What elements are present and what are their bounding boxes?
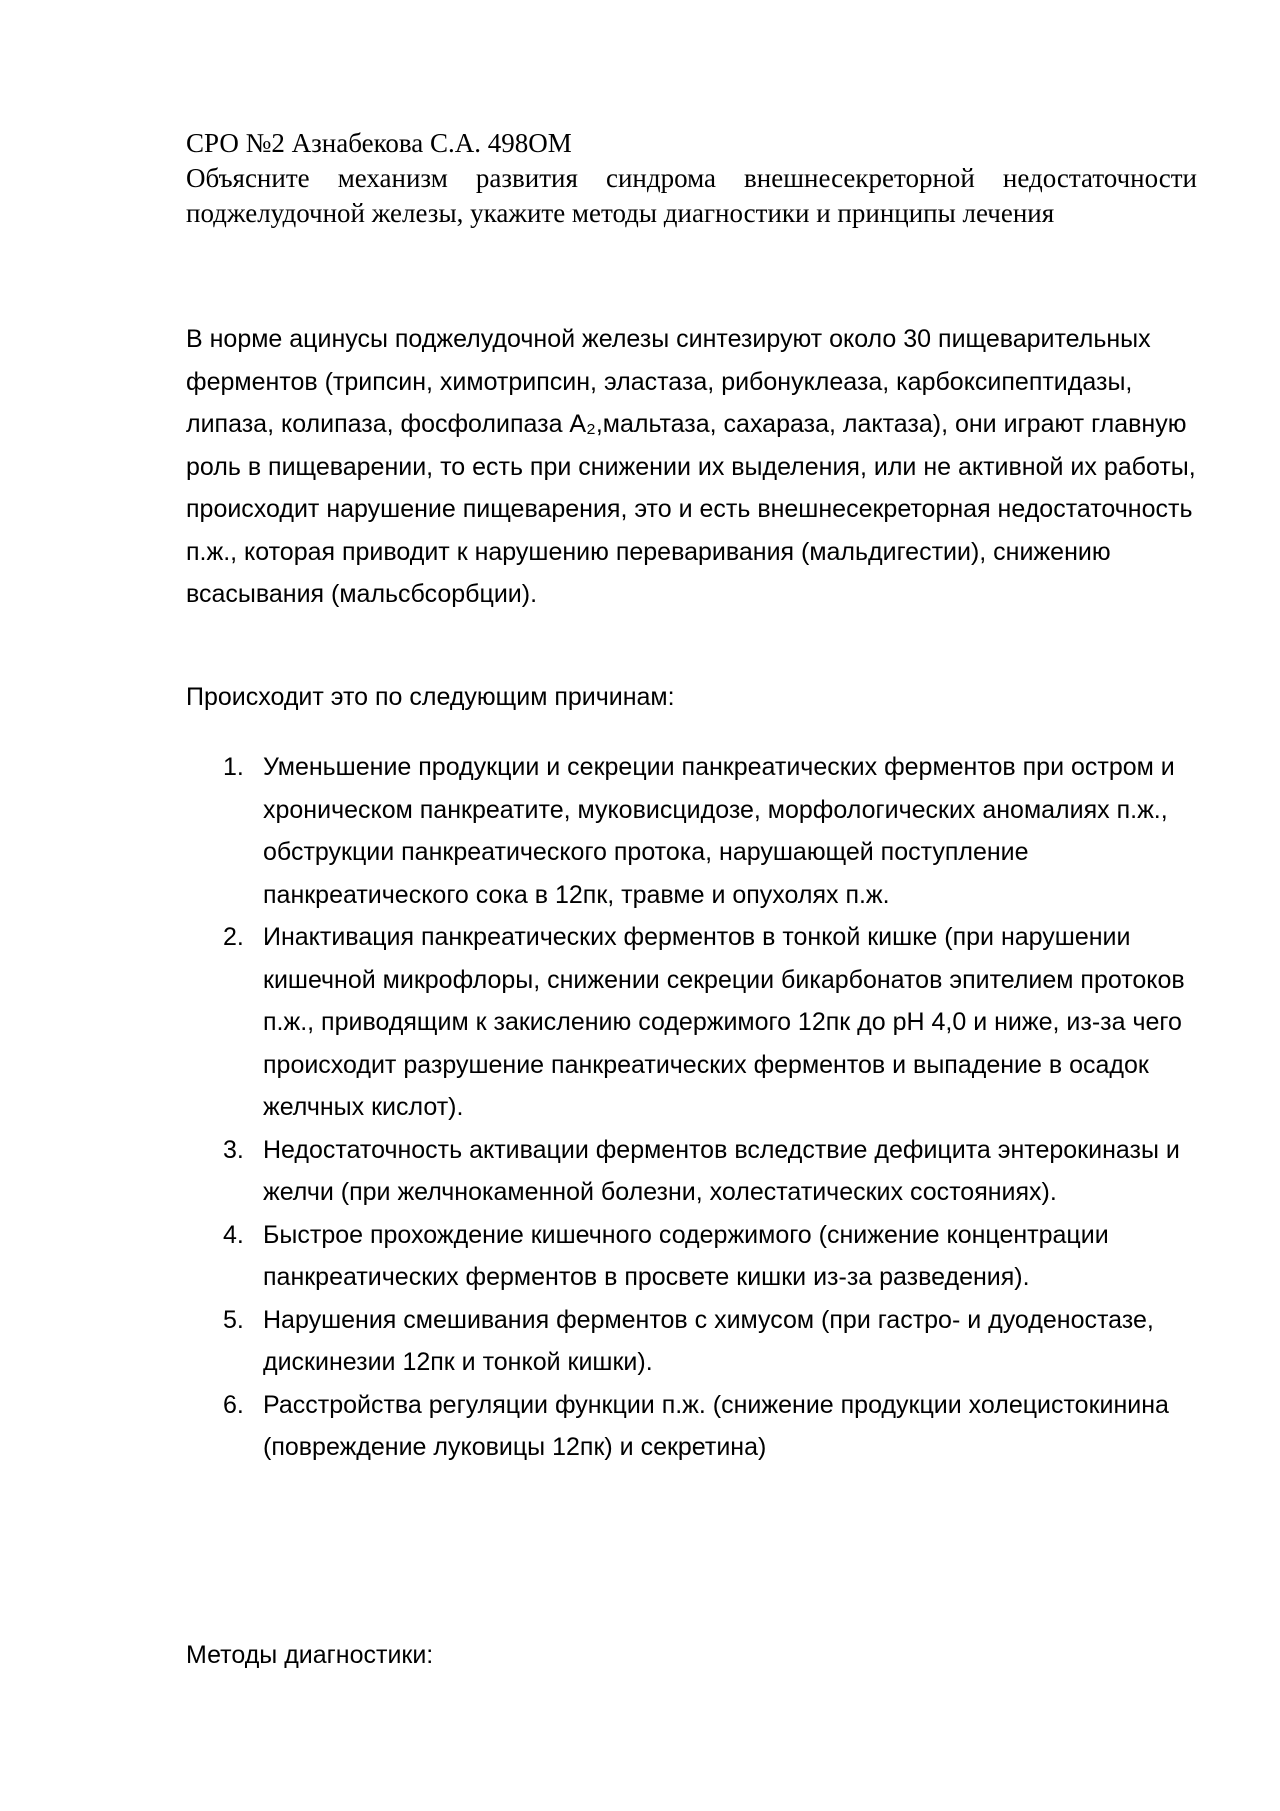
author-line: СРО №2 Азнабекова С.А. 498ОМ bbox=[186, 128, 572, 158]
list-item-text: Расстройства регуляции функции п.ж. (снижение продукции холецистокинина (повреждение луковицы 12пк) и секретина) bbox=[263, 1390, 1169, 1461]
task-statement: Объясните механизм развития синдрома внешнесекреторной недостаточности поджелудочной железы, укажите методы диагностики и принципы лечения bbox=[186, 163, 1197, 228]
list-item-text: Уменьшение продукции и секреции панкреатических ферментов при остром и хроническом панкреатите, муковисцидозе, морфологических аномалиях п.ж., обструкции панкреатического протока, нарушающей поступление панкреатического сока в 12пк, травме и опухолях п.ж. bbox=[263, 753, 1175, 909]
list-item-number: 4. bbox=[223, 1220, 244, 1249]
page-content bbox=[186, 126, 1197, 1669]
list-item bbox=[186, 1384, 1197, 1469]
list-item bbox=[186, 916, 1197, 1129]
list-item-number: 2. bbox=[223, 923, 244, 951]
list-item bbox=[186, 1299, 1197, 1384]
list-item-number: 1. bbox=[223, 753, 244, 781]
list-item-text: Недостаточность активации ферментов вследствие дефицита энтерокиназы и желчи (при желчнокаменной болезни, холестатических состояниях). bbox=[263, 1135, 1180, 1206]
methods-heading: Методы диагностики: bbox=[186, 1641, 434, 1669]
reasons-list bbox=[186, 746, 1197, 1469]
intro-paragraph: В норме ацинусы поджелудочной железы синтезируют около 30 пищеварительных ферментов (трипсин, химотрипсин, эластаза, рибонуклеаза, карбоксипептидазы, липаза, колипаза, фосфолипаза А₂,мальтаза, сахараза, лактаза), они играют главную роль в пищеварении, то есть при снижении их выделения, или не активной их работы, происходит нарушение пищеварения, это и есть внешнесекреторная недостаточность п.ж., которая приводит к нарушению переваривания (мальдигестии), снижению всасывания (мальсбсорбции). bbox=[186, 325, 1196, 608]
list-item-text: Быстрое прохождение кишечного содержимого (снижение концентрации панкреатических ферментов в просвете кишки из-за разведения). bbox=[263, 1220, 1109, 1291]
list-item-number: 3. bbox=[223, 1135, 244, 1164]
list-item-text: Инактивация панкреатических ферментов в тонкой кишке (при нарушении кишечной микрофлоры, снижении секреции бикарбонатов эпителием протоков п.ж., приводящим к закислению содержимого 12пк до рН 4,0 и ниже, из-за чего происходит разрушение панкреатических ферментов и выпадение в осадок желчных кислот). bbox=[263, 923, 1185, 1121]
reasons-lead-paragraph: Происходит это по следующим причинам: bbox=[186, 683, 675, 711]
list-item bbox=[186, 1129, 1197, 1214]
list-item bbox=[186, 746, 1197, 916]
list-item-text: Нарушения смешивания ферментов с химусом (при гастро- и дуоденостазе, дискинезии 12пк и тонкой кишки). bbox=[263, 1305, 1154, 1376]
list-item-number: 5. bbox=[223, 1305, 244, 1334]
list-item-number: 6. bbox=[223, 1390, 244, 1419]
document-header bbox=[186, 126, 1197, 231]
list-item bbox=[186, 1214, 1197, 1299]
